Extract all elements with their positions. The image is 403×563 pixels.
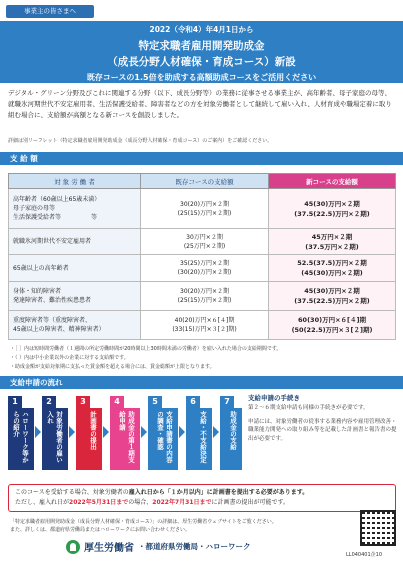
flow-step-4: 4 助成金の第１期支給申請 bbox=[110, 396, 124, 470]
flow-step-3: 3 計画書の提出 bbox=[76, 396, 90, 470]
flow-step-1: 1 ハローワーク等からの紹介 bbox=[8, 396, 22, 470]
audience-tag: 事業主の皆さまへ bbox=[6, 5, 94, 18]
target-cell: 就職氷河期世代不安定雇用者 bbox=[9, 229, 141, 255]
intro-text: デジタル・グリーン分野及びこれに関連する分野（以下、成長分野等）の業務に従事させる事業主が、高年齢者、母子家庭の母等、就職氷河期世代不安定雇用者、生活保護受給者、障害者などの方を対象労働者として継続して雇い入れ、人材育成や職場定着に取り組む場合に、支給額が高額となる新コースを創設しました。 bbox=[8, 89, 392, 120]
table-row bbox=[9, 282, 396, 311]
page-title-course: （成長分野人材確保・育成コース）新設 bbox=[107, 56, 296, 68]
deadline-notice: このコースを受給する場合、対象労働者の雇入れ日から「１か月以内」に計画書を提出する必要があります。 ただし、雇入れ日が2022年5月31日までの場合、2022年7月31日までに計画書の提出が可能です。 bbox=[8, 484, 396, 512]
footnote-short-time: ・［ ］内は短時間労働者（１週間の所定労働時間が20時間以上30時間未満の労働者）を雇い入れた場合の支給期間です。 bbox=[10, 346, 282, 352]
target-cell: 65歳以上の高年齢者 bbox=[9, 255, 141, 282]
table-row bbox=[9, 311, 396, 340]
footer-contact: 「特定求職者雇用開発助成金（成長分野人材確保・育成コース）」の詳細は、厚生労働省ウェブサイトをご覧ください。 また、詳しくは、都道府県労働局またはハローワークにお問い合わせください。 bbox=[10, 519, 277, 533]
amount-table bbox=[8, 173, 396, 340]
qr-code-icon[interactable] bbox=[360, 510, 396, 546]
footnote-large-company: ・（ ）内は中小企業以外の企業に対する支給額です。 bbox=[10, 355, 129, 361]
col-header-target: 対 象 労 働 者 bbox=[9, 174, 141, 189]
intro-note: 詳細は別リーフレット（特定求職者雇用開発助成金（成長分野人材確保・育成コース）のご案内）をご確認ください。 bbox=[8, 138, 273, 144]
flow-step-5: 5 支給申請書の内容の調査・確認 bbox=[148, 396, 162, 470]
existing-amount-cell: 35(25)万円×２期 (30(20)万円×２期) bbox=[141, 255, 269, 282]
flow-step-6: 6 支給・不支給決定 bbox=[186, 396, 200, 470]
application-flow bbox=[8, 396, 243, 474]
footnote-upper-limit: ・助成金額が支給対象期に支払った賃金額を超える場合には、賃金総額が上限となります。 bbox=[10, 364, 215, 370]
new-amount-cell: 45(30)万円×２期 (37.5(22.5)万円×２期) bbox=[269, 189, 396, 229]
flow-step-7: 7 助成金の支給 bbox=[220, 396, 234, 470]
ministry-logo-icon bbox=[66, 540, 80, 554]
table-header-row bbox=[9, 174, 396, 189]
target-cell: 身体・知的障害者 発達障害者、難治性疾患患者 bbox=[9, 282, 141, 311]
new-amount-cell: 52.5(37.5)万円×２期 (45(30)万円×２期) bbox=[269, 255, 396, 282]
table-row bbox=[9, 255, 396, 282]
flow-step-2: 2 対象労働者の雇い入れ bbox=[42, 396, 56, 470]
flow-explanation-text: 第２～６期支給申請も同様の手続きが必要です。 bbox=[248, 405, 369, 411]
page-title: 特定求職者雇用開発助成金 bbox=[138, 40, 265, 52]
table-row bbox=[9, 189, 396, 229]
section-heading-amount: 支 給 額 bbox=[0, 152, 403, 165]
flow-explanation bbox=[248, 393, 398, 443]
col-header-new: 新コースの支給額 bbox=[269, 174, 396, 189]
table-row bbox=[9, 229, 396, 255]
start-date: 2022（令和4）年4月1日から bbox=[149, 25, 254, 34]
title-banner bbox=[0, 21, 403, 83]
ministry-logo: 厚生労働省 ・都道府県労働局・ハローワーク bbox=[66, 539, 251, 554]
existing-amount-cell: 40(20)万円×６[４]期 (33(15)万円×３[２]期) bbox=[141, 311, 269, 340]
new-amount-cell: 45(30)万円×２期 (37.5(22.5)万円×２期) bbox=[269, 282, 396, 311]
section-heading-flow: 支給申請の流れ bbox=[0, 376, 403, 389]
existing-amount-cell: 30万円×２期 (25万円×２期) bbox=[141, 229, 269, 255]
page-subtitle: 既存コースの1.5倍を助成する高額助成コースをご活用ください bbox=[86, 73, 317, 82]
existing-amount-cell: 30(20)万円×２期 (25(15)万円×２期) bbox=[141, 282, 269, 311]
target-cell: 重度障害者等（重度障害者、 45歳以上の障害者、精神障害者） bbox=[9, 311, 141, 340]
new-amount-cell: 45万円×２期 (37.5万円×２期) bbox=[269, 229, 396, 255]
flow-explanation-detail: 申請には、対象労働者の従事する業務内容や雇用管理改善・職業能力開発への取り組み等を記載した計画書と報告書の提出が必要です。 bbox=[248, 418, 397, 442]
existing-amount-cell: 30(20)万円×２期 (25(15)万円×２期) bbox=[141, 189, 269, 229]
new-amount-cell: 60(30)万円×６[４]期 (50(22.5)万円×３[２]期) bbox=[269, 311, 396, 340]
flow-explanation-title: 支給申請の手続き bbox=[248, 394, 300, 402]
col-header-existing: 既存コースの支給額 bbox=[141, 174, 269, 189]
target-cell: 高年齢者（60歳以上65歳未満） 母子家庭の母等 生活保護受給者等 等 bbox=[9, 189, 141, 229]
leaflet-code: LL040401企10 bbox=[346, 552, 383, 558]
